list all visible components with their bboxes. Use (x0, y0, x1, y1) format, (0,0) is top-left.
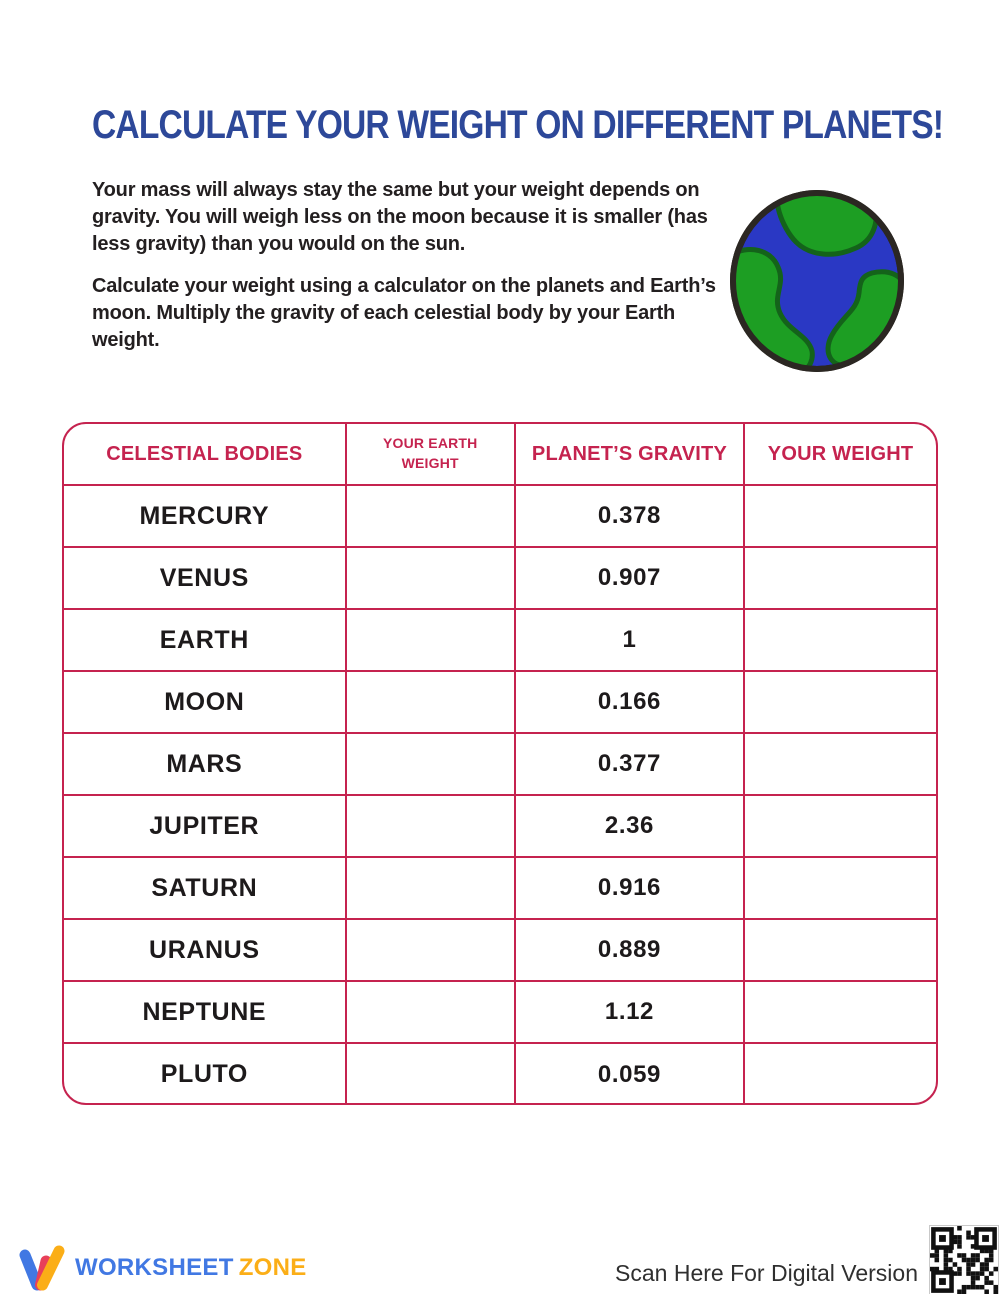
logo-text-zone: ZONE (238, 1254, 307, 1281)
gravity-value: 0.166 (515, 671, 744, 733)
your-weight-input-cell[interactable] (744, 795, 936, 857)
your-weight-input-cell[interactable] (744, 671, 936, 733)
celestial-body-label: NEPTUNE (64, 981, 346, 1043)
celestial-body-label: JUPITER (64, 795, 346, 857)
table-row-jupiter (64, 795, 936, 857)
earth-weight-input-cell[interactable] (346, 547, 515, 609)
table-row-earth (64, 609, 936, 671)
celestial-body-label: MERCURY (64, 485, 346, 547)
gravity-value: 0.907 (515, 547, 744, 609)
intro-paragraph-2: Calculate your weight using a calculator on the planets and Earth’s moon. Multiply the gravity of each celestial body by your Earth weight. (92, 274, 716, 351)
your-weight-input-cell[interactable] (744, 981, 936, 1043)
your-weight-input-cell[interactable] (744, 857, 936, 919)
table-row-mercury (64, 485, 936, 547)
earth-weight-input-cell[interactable] (346, 671, 515, 733)
celestial-body-label: MARS (64, 733, 346, 795)
col-header-your-weight: YOUR WEIGHT (744, 424, 936, 485)
celestial-body-label: URANUS (64, 919, 346, 981)
table-row-neptune (64, 981, 936, 1043)
logo-text-worksheet: WORKSHEET (75, 1254, 234, 1281)
earth-weight-input-cell[interactable] (346, 981, 515, 1043)
your-weight-input-cell[interactable] (744, 919, 936, 981)
earth-weight-input-cell[interactable] (346, 609, 515, 671)
planet-weight-table (62, 422, 938, 1105)
your-weight-input-cell[interactable] (744, 485, 936, 547)
celestial-body-label: PLUTO (64, 1043, 346, 1105)
gravity-value: 1 (515, 609, 744, 671)
intro-text (92, 177, 720, 354)
worksheetzone-w-logo-icon (18, 1243, 66, 1293)
table-row-saturn (64, 857, 936, 919)
celestial-body-label: SATURN (64, 857, 346, 919)
col-header-planets-gravity: PLANET’S GRAVITY (515, 424, 744, 485)
your-weight-input-cell[interactable] (744, 547, 936, 609)
table-row-pluto (64, 1043, 936, 1105)
logo-wordmark (75, 1254, 307, 1282)
celestial-body-label: VENUS (64, 547, 346, 609)
earth-illustration-icon (722, 183, 912, 378)
page-title: CALCULATE YOUR WEIGHT ON DIFFERENT PLANETS! (92, 103, 944, 147)
gravity-value: 0.377 (515, 733, 744, 795)
gravity-value: 0.059 (515, 1043, 744, 1105)
intro-paragraph-1: Your mass will always stay the same but your weight depends on gravity. You will weigh less on the moon because it is smaller (has less gravity) than you would on the sun. (92, 179, 708, 256)
table-row-moon (64, 671, 936, 733)
earth-weight-input-cell[interactable] (346, 485, 515, 547)
table-row-venus (64, 547, 936, 609)
your-weight-input-cell[interactable] (744, 609, 936, 671)
earth-weight-input-cell[interactable] (346, 795, 515, 857)
celestial-body-label: MOON (64, 671, 346, 733)
table-row-uranus (64, 919, 936, 981)
scan-here-label: Scan Here For Digital Version (615, 1260, 918, 1286)
celestial-body-label: EARTH (64, 609, 346, 671)
col-header-celestial-bodies: CELESTIAL BODIES (64, 424, 346, 485)
table-header-row (64, 424, 936, 485)
earth-weight-input-cell[interactable] (346, 857, 515, 919)
gravity-value: 1.12 (515, 981, 744, 1043)
gravity-value: 2.36 (515, 795, 744, 857)
qr-code (930, 1226, 998, 1294)
col-header-your-earth-weight: YOUR EARTH WEIGHT (346, 424, 515, 485)
earth-weight-input-cell[interactable] (346, 1043, 515, 1105)
worksheetzone-logo (18, 1243, 307, 1293)
gravity-value: 0.378 (515, 485, 744, 547)
table-row-mars (64, 733, 936, 795)
gravity-value: 0.889 (515, 919, 744, 981)
your-weight-input-cell[interactable] (744, 1043, 936, 1105)
your-weight-input-cell[interactable] (744, 733, 936, 795)
gravity-value: 0.916 (515, 857, 744, 919)
earth-weight-input-cell[interactable] (346, 733, 515, 795)
earth-weight-input-cell[interactable] (346, 919, 515, 981)
